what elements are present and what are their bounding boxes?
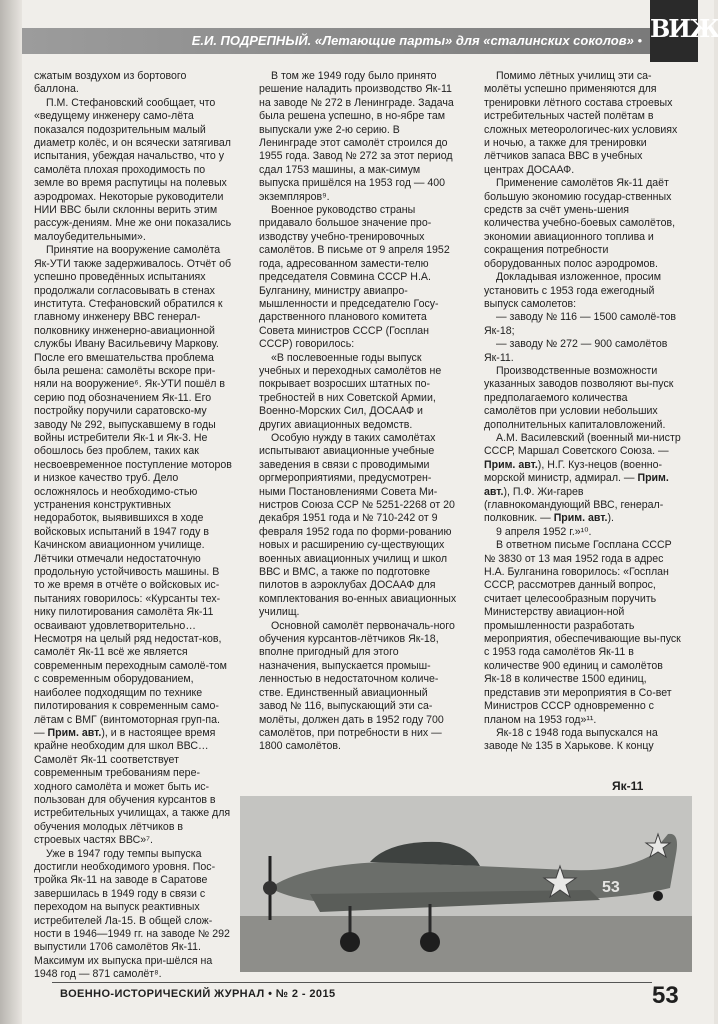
paragraph-text: ), и в настоящее время крайне необходим для школ ВВС… Самолёт Як-11 соответствует современным требованиям пере-ходного самолёта и может быть ис-пользован для обучения курсантов в истребительных училищах, а также для обучения молодых лётчиков в строевых частях ВВС»⁷. <box>34 726 231 847</box>
text-column-1 <box>34 70 232 981</box>
author-note: Прим. авт. <box>553 512 608 525</box>
paragraph-text: ). <box>607 512 614 525</box>
quote-paragraph: Применение самолётов Як-11 даёт большую экономию государ-ственных средств за счёт умень-шения количества учебно-боевых самолётов, экономии авиационного топлива и сокращения потребности оборудованных полос аэродромов. <box>484 177 676 270</box>
quote-paragraph: — заводу № 116 — 1500 самолё-тов Як-18; <box>484 311 677 337</box>
date-line: 9 апреля 1952 г.»¹⁰. <box>496 525 592 538</box>
yak-11-photo-drawing <box>240 796 692 972</box>
quote-paragraph: Докладывая изложенное, просим установить с 1953 года ежегодный выпуск самолетов: <box>484 271 661 310</box>
page-number: 53 <box>652 982 679 1009</box>
quote-paragraph: — заводу № 272 — 900 самолётов Як-11. <box>484 338 668 364</box>
aircraft-photo <box>240 796 692 972</box>
quote-paragraph: Производственные возможности указанных заводов позволяют вы-пуск предполагаемого количества самолётов при условии небольших дополнительных капиталовложений. <box>484 364 674 431</box>
author-note: Прим. авт. <box>484 458 538 471</box>
paragraph: Военное руководство страны придавало большое значение про-изводству учебно-тренировочных самолётов. В письме от 9 апреля 1952 года, адресованном замести-телю председателя Совмина СССР Н.А. Булганину, министру авиапро-мышленности и председателю Госу-дарственного планового комитета Совета министров СССР (Госплан СССР) говорилось: <box>259 204 450 351</box>
journal-name: ВОЕННО-ИСТОРИЧЕСКИЙ ЖУРНАЛ <box>60 988 265 1000</box>
issue-number: • № 2 - 2015 <box>268 988 336 1000</box>
paragraph: В том же 1949 году было принято решение наладить производство Як-11 на заводе № 272 в Ленинграде. Задача была решена успешно, в но-ябре там выпускали уже 2-ю серию. В Ленинграде этот самолёт строился до 1955 года. Завод № 272 за этот период сдал 1753 машины, а мак-симум выпуска пришёлся на 1953 год — 400 экземпляров⁹. <box>259 70 454 203</box>
text-column-2 <box>259 70 457 770</box>
journal-logo: ВИЖ <box>650 0 698 62</box>
paragraph: В ответном письме Госплана СССР № 3830 от 13 мая 1952 года в адрес Н.А. Булганина говорилось: «Госплан СССР, рассмотрев данный вопрос, считает целесообразным поручить Министерству авиацион-ной промышленности разработать мероприятия, обеспечивающие вы-пуск с 1953 года самолётов Як-11 в количестве 900 единиц и самолётов Як-18 в количестве 1500 единиц, представив эти мероприятия в Со-вет Министров СССР одновременно с планом на 1953 год»¹¹. <box>484 539 681 726</box>
photo-caption: Як-11 <box>612 779 644 793</box>
author-note: Прим. авт. <box>47 726 102 739</box>
quote-paragraph: Особую нужду в таких самолётах испытывают авиационные учебные заведения в связи с проводимыми оргмероприятиями, предусмотрен-ными Постановлениями Совета Ми-нистров Союза ССР № 5251-2268 от 20 декабря 1951 года и № 710-242 от 9 февраля 1952 года по форми-рованию новых и расширению су-ществующих военных авиационных училищ и школ ВВС и ВМС, а также по подготовке пилотов в аэроклубах ДОСААФ для комплектования во-енных авиационных училищ. <box>259 431 457 619</box>
quote-paragraph: Помимо лётных училищ эти са-молёты успешно применяются для тренировки лётного состава строевых истребительных частей полётам в сложных метеорологичес-ких условиях и ночью, а также для тренировки лётчиков запаса ВВС в учебных центрах ДОСААФ. <box>484 70 678 176</box>
header-title: «Летающие парты» для «сталинских соколов» <box>314 33 634 48</box>
page-spine-shadow <box>0 0 22 1024</box>
signatories-paragraph <box>484 432 682 526</box>
paragraph: П.М. Стефановский сообщает, что «ведущему инженеру само-лёта показался подозрительным малый диаметр колёс, и он всячески затягивал испытания, убеждая начальство, что у самолёта плохая проходимость по земле во время распутицы на полевых аэродромах. Некоторые руководители НИИ ВВС были склонны верить этим рассуж-дениям. Мне же они показались малоубедительными». <box>34 96 232 243</box>
quote-paragraph: Основной самолёт первоначаль-ного обучения курсантов-лётчиков Як-18, вполне пригодный для этого назначения, выпускается промыш-ленностью в недостаточном количе-стве. Единственный авиационный завод № 116, выпускающий эти са-молёты, должен дать в 1952 году 700 самолётов, при потребности в них — 1800 самолётов. <box>259 619 455 753</box>
paragraph-text: Принятие на вооружение самолёта Як-УТИ также задерживалось. Отчёт об успешно проведённых испытаниях продолжали согласовывать в стенах института. Стефановский обратился к главному инженеру ВВС генерал-полковнику инженерно-авиационной службы Ивану Васильевичу Маркову. После его вмешательства проблема была решена: самолёты вскоре при-няли на вооружение⁶. Як-УТИ пошёл в серию под обозначением Як-11. Его постройку поручили саратовско-му заводу № 292, выпускавшему в годы войны истребители Як-1 и Як-3. Не обошлось без проблем, таких как несвоевременное поступление моторов и низкое качество труб. Дело осложнялось и необходимо-стью устранения конструктивных недоработок, выявившихся в ходе войсковых испытаний в 1947 году в Качинском авиационном училище. Лётчики отмечали недостаточную продольную устойчивость машины. В то же время в отчёте о войсковых ис-пытаниях говорилось: «Курсанты тех-нику пилотирования самолёта Як-11 осваивают удовлетворительно… Несмотря на целый ряд недостат-ков, самолёт Як-11 всё же является современным переходным самолё-том с современным оборудованием, наиболее подходящим по технике пилотирования к современным само-лётам с ВМГ (винтомоторная груп-па. — <box>34 244 232 739</box>
header-bullet: • <box>637 33 642 48</box>
paragraph-text: ), Н.Г. Куз-нецов (военно-морской министр, адмирал. — <box>484 458 663 485</box>
running-header <box>22 28 652 54</box>
paragraph-text: А.М. Василевский (военный ми-нистр СССР, Маршал Советского Союза. — <box>484 431 681 458</box>
paragraph: сжатым воздухом из бортового баллона. <box>34 70 187 96</box>
quote-paragraph: «В послевоенные годы выпуск учебных и переходных самолётов не покрывает возросших штатных по-требностей в них Советской Армии, Военно-Морских Сил, ДОСААФ и других авиационных ведомств. <box>259 351 442 431</box>
paragraph <box>34 244 232 847</box>
paragraph: Уже в 1947 году темпы выпуска достигли необходимого уровня. Пос-тройка Як-11 на заводе в Саратове завершилась в 1949 году в связи с переходом на выпуск реактивных истребителей Ла-15. В общей слож-ности в 1946—1949 гг. на заводе № 292 выпустили 1706 самолётов Як-11. Максимум их выпуска при-шёлся на 1948 год — 871 самолёт⁸. <box>34 847 230 981</box>
article-body <box>34 70 684 981</box>
footer-rule <box>52 982 652 983</box>
journal-page <box>22 0 718 1024</box>
tail-number: 53 <box>602 879 620 896</box>
text-column-3 <box>484 70 682 770</box>
author-note: Прим. авт. <box>484 472 669 498</box>
paragraph-text: ), П.Ф. Жи-гарев (главнокомандующий ВВС, генерал-полковник. — <box>484 485 664 525</box>
header-author: Е.И. ПОДРЕПНЫЙ. <box>191 33 312 48</box>
page-footer <box>60 988 335 1000</box>
paragraph: Як-18 с 1948 года выпускался на заводе № 135 в Харькове. К концу <box>484 726 658 753</box>
